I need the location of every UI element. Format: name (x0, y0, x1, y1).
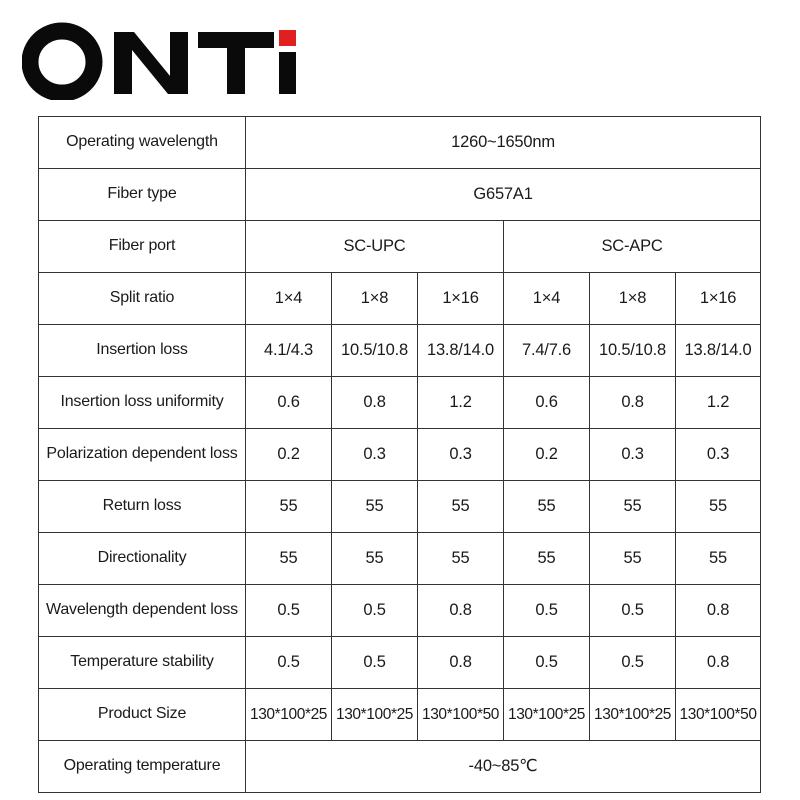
cell: 0.5 (590, 637, 676, 689)
cell: 7.4/7.6 (504, 325, 590, 377)
cell: 130*100*25 (246, 689, 332, 741)
label-operating-wavelength: Operating wavelength (39, 117, 246, 169)
value-operating-wavelength: 1260~1650nm (246, 117, 761, 169)
cell: 13.8/14.0 (418, 325, 504, 377)
cell: 1.2 (676, 377, 761, 429)
cell: 130*100*25 (504, 689, 590, 741)
cell: 1×16 (676, 273, 761, 325)
row-label: Polarization dependent loss (39, 429, 246, 481)
row-label: Wavelength dependent loss (39, 585, 246, 637)
row-insertion-loss (39, 325, 761, 377)
cell: 0.5 (332, 585, 418, 637)
row-label: Insertion loss uniformity (39, 377, 246, 429)
row-split-ratio (39, 273, 761, 325)
cell: 0.8 (590, 377, 676, 429)
row-label: Insertion loss (39, 325, 246, 377)
cell: 0.8 (676, 585, 761, 637)
value-fiber-port-apc: SC-APC (504, 221, 761, 273)
row-operating-wavelength (39, 117, 761, 169)
brand-logo (22, 18, 302, 100)
cell: 55 (332, 481, 418, 533)
label-fiber-port: Fiber port (39, 221, 246, 273)
row-insertion-loss-uniformity (39, 377, 761, 429)
cell: 1×8 (590, 273, 676, 325)
cell: 0.8 (332, 377, 418, 429)
row-directionality (39, 533, 761, 585)
cell: 0.3 (332, 429, 418, 481)
cell: 55 (504, 533, 590, 585)
cell: 0.8 (676, 637, 761, 689)
row-fiber-type (39, 169, 761, 221)
cell: 1×4 (504, 273, 590, 325)
cell: 0.5 (504, 585, 590, 637)
label-operating-temperature: Operating temperature (39, 741, 246, 793)
row-polarization-dependent-loss (39, 429, 761, 481)
cell: 55 (418, 481, 504, 533)
cell: 55 (246, 481, 332, 533)
cell: 0.5 (590, 585, 676, 637)
onti-logo-icon (22, 18, 302, 100)
cell: 55 (676, 481, 761, 533)
cell: 0.5 (504, 637, 590, 689)
row-operating-temperature (39, 741, 761, 793)
cell: 1×8 (332, 273, 418, 325)
row-product-size (39, 689, 761, 741)
cell: 0.5 (246, 637, 332, 689)
cell: 0.3 (676, 429, 761, 481)
cell: 10.5/10.8 (590, 325, 676, 377)
cell: 55 (418, 533, 504, 585)
cell: 1×16 (418, 273, 504, 325)
row-temperature-stability (39, 637, 761, 689)
row-fiber-port (39, 221, 761, 273)
cell: 130*100*50 (418, 689, 504, 741)
row-return-loss (39, 481, 761, 533)
label-fiber-type: Fiber type (39, 169, 246, 221)
cell: 55 (590, 481, 676, 533)
row-label: Temperature stability (39, 637, 246, 689)
row-label: Directionality (39, 533, 246, 585)
row-wavelength-dependent-loss (39, 585, 761, 637)
cell: 55 (504, 481, 590, 533)
cell: 0.5 (246, 585, 332, 637)
cell: 13.8/14.0 (676, 325, 761, 377)
cell: 130*100*25 (332, 689, 418, 741)
cell: 55 (676, 533, 761, 585)
row-label: Split ratio (39, 273, 246, 325)
value-operating-temperature: -40~85℃ (246, 741, 761, 793)
value-fiber-port-upc: SC-UPC (246, 221, 504, 273)
cell: 0.6 (246, 377, 332, 429)
cell: 55 (590, 533, 676, 585)
cell: 4.1/4.3 (246, 325, 332, 377)
cell: 0.8 (418, 585, 504, 637)
cell: 55 (246, 533, 332, 585)
cell: 0.2 (246, 429, 332, 481)
cell: 10.5/10.8 (332, 325, 418, 377)
cell: 55 (332, 533, 418, 585)
cell: 130*100*50 (676, 689, 761, 741)
value-fiber-type: G657A1 (246, 169, 761, 221)
cell: 0.6 (504, 377, 590, 429)
cell: 0.5 (332, 637, 418, 689)
cell: 1×4 (246, 273, 332, 325)
cell: 0.3 (590, 429, 676, 481)
cell: 1.2 (418, 377, 504, 429)
specification-table (38, 116, 761, 793)
cell: 0.3 (418, 429, 504, 481)
row-label: Return loss (39, 481, 246, 533)
cell: 130*100*25 (590, 689, 676, 741)
cell: 0.2 (504, 429, 590, 481)
row-label: Product Size (39, 689, 246, 741)
cell: 0.8 (418, 637, 504, 689)
